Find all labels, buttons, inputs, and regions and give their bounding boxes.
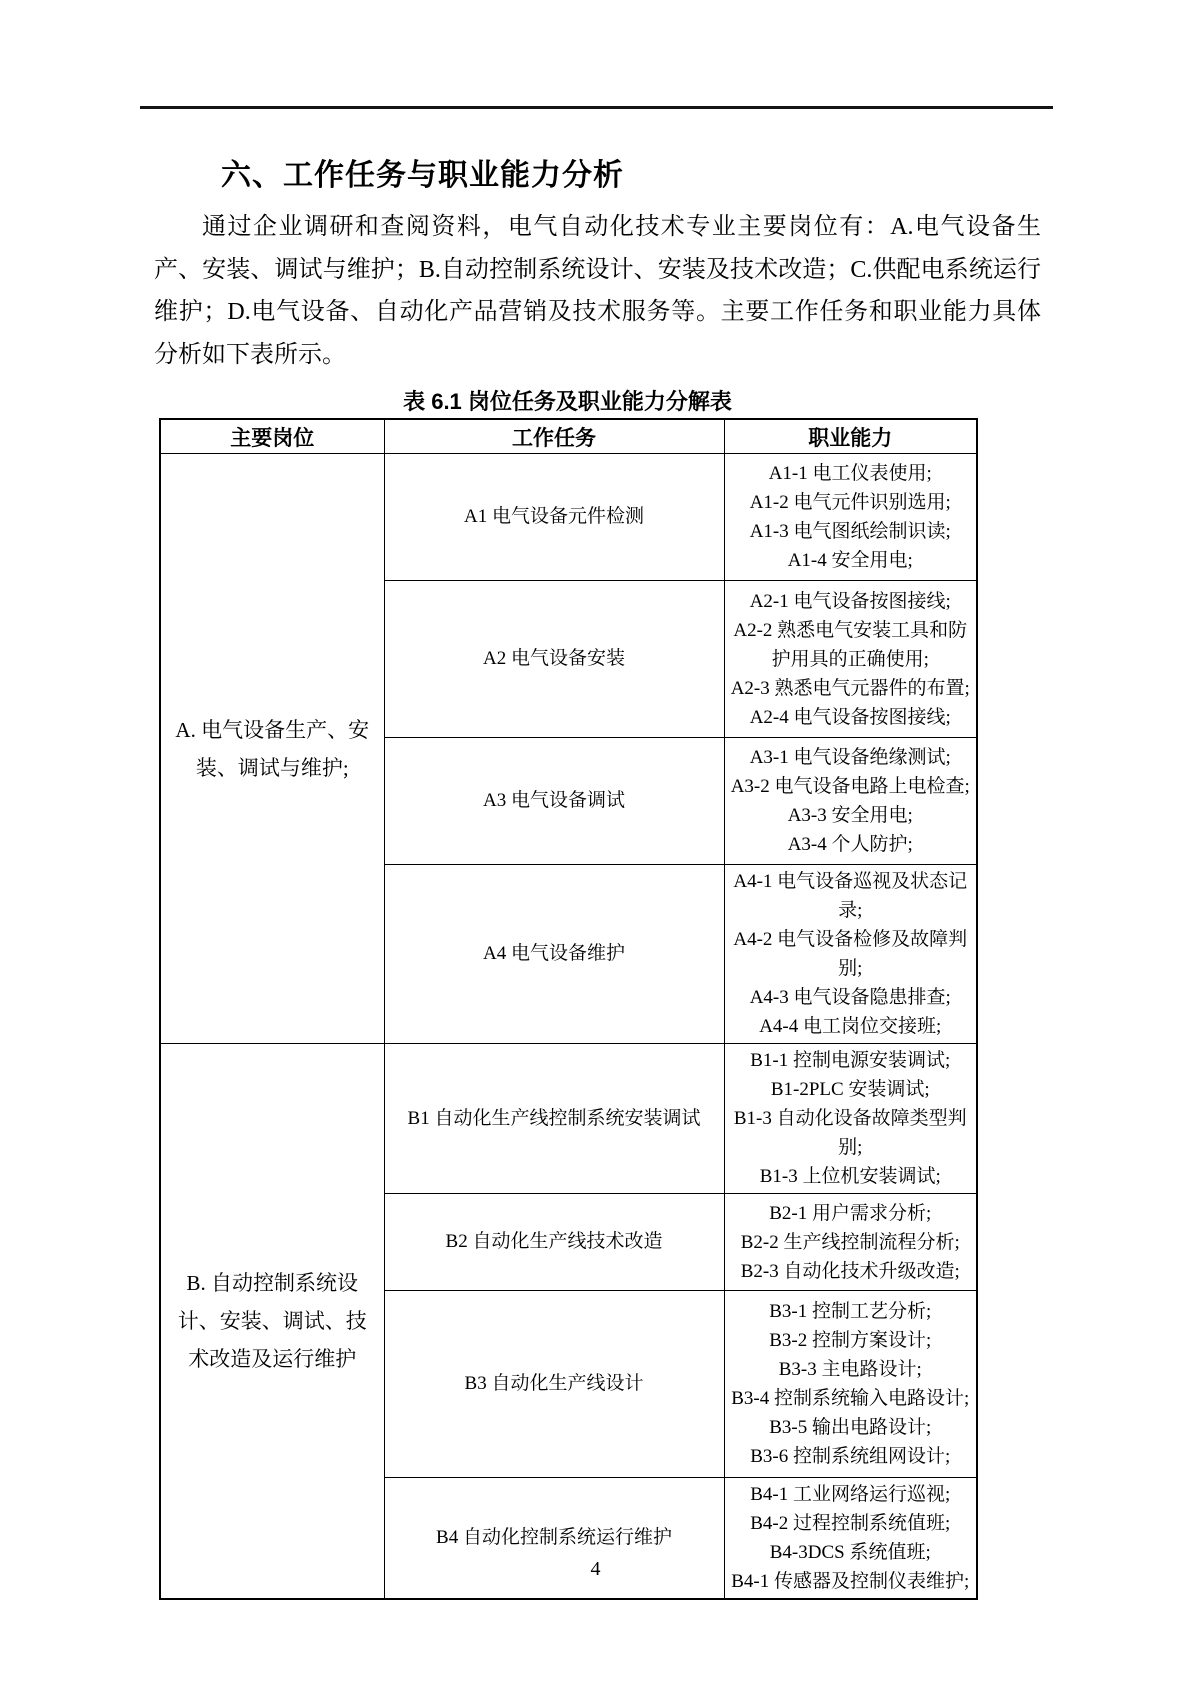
ability-line: B1-3 自动化设备故障类型判别; — [733, 1108, 967, 1158]
column-header-ability: 职业能力 — [724, 419, 977, 454]
ability-line: A2-2 熟悉电气安装工具和防护用具的正确使用; — [733, 619, 968, 670]
task-cell: A2 电气设备安装 — [384, 581, 724, 738]
page-number: 4 — [590, 1558, 601, 1580]
abilities-cell — [724, 581, 977, 738]
ability-line: B1-3 上位机安装调试; — [759, 1166, 941, 1187]
ability-line: B3-2 控制方案设计; — [769, 1330, 932, 1351]
ability-line: A1-4 安全用电; — [787, 550, 913, 571]
position-cell: A. 电气设备生产、安装、调试与维护; — [160, 454, 384, 1044]
ability-line: B3-1 控制工艺分析; — [769, 1301, 932, 1322]
ability-line: A4-4 电工岗位交接班; — [759, 1016, 942, 1037]
abilities-cell — [724, 1291, 977, 1478]
ability-line: A1-1 电工仪表使用; — [768, 463, 932, 484]
ability-line: B3-5 输出电路设计; — [769, 1417, 932, 1438]
ability-line: A2-3 熟悉电气元器件的布置; — [730, 677, 970, 699]
intro-paragraph: 通过企业调研和查阅资料，电气自动化技术专业主要岗位有：A.电气设备生产、安装、调试与维护；B.自动控制系统设计、安装及技术改造；C.供配电系统运行维护；D.电气设备、自动化产品营销及技术服务等。主要工作任务和职业能力具体分析如下表所示。 — [154, 214, 1041, 368]
task-cell: B2 自动化生产线技术改造 — [384, 1194, 724, 1291]
task-cell: A4 电气设备维护 — [384, 865, 724, 1044]
column-header-position: 主要岗位 — [160, 419, 384, 454]
ability-line: B4-1 传感器及控制仪表维护; — [731, 1571, 970, 1592]
ability-line: A1-3 电气图纸绘制识读; — [749, 521, 951, 542]
task-cell: B3 自动化生产线设计 — [384, 1291, 724, 1478]
abilities-cell — [724, 454, 977, 581]
ability-line: B3-3 主电路设计; — [778, 1359, 922, 1380]
ability-line: B3-6 控制系统组网设计; — [750, 1446, 951, 1467]
abilities-cell — [724, 738, 977, 865]
ability-line: A2-1 电气设备按图接线; — [749, 590, 951, 612]
abilities-cell — [724, 1044, 977, 1194]
ability-line: A4-3 电气设备隐患排查; — [749, 987, 951, 1008]
column-header-task: 工作任务 — [384, 419, 724, 454]
ability-line: B2-3 自动化技术升级改造; — [740, 1260, 960, 1282]
ability-line: B1-1 控制电源安装调试; — [750, 1050, 951, 1071]
table-row — [160, 454, 977, 581]
job-ability-table — [159, 418, 978, 1600]
ability-line: A3-1 电气设备绝缘测试; — [749, 747, 951, 768]
ability-line: A3-4 个人防护; — [787, 834, 913, 855]
task-cell: B4 自动化控制系统运行维护 — [384, 1478, 724, 1600]
ability-line: A3-3 安全用电; — [787, 805, 913, 826]
task-cell: B1 自动化生产线控制系统安装调试 — [384, 1044, 724, 1194]
ability-line: A3-2 电气设备电路上电检查; — [730, 776, 970, 797]
ability-line: B2-1 用户需求分析; — [769, 1202, 932, 1224]
ability-line: B3-4 控制系统输入电路设计; — [731, 1388, 970, 1409]
ability-line: A4-2 电气设备检修及故障判别; — [733, 929, 968, 979]
position-cell: B. 自动控制系统设计、安装、调试、技术改造及运行维护 — [160, 1044, 384, 1600]
table-row — [160, 1044, 977, 1194]
task-cell: A3 电气设备调试 — [384, 738, 724, 865]
abilities-cell — [724, 1194, 977, 1291]
section-heading: 六、工作任务与职业能力分析 — [221, 159, 624, 192]
abilities-cell — [724, 865, 977, 1044]
table-header-row — [160, 419, 977, 454]
ability-line: B1-2PLC 安装调试; — [770, 1079, 930, 1100]
ability-line: B2-2 生产线控制流程分析; — [740, 1231, 960, 1253]
ability-line: B4-3DCS 系统值班; — [769, 1542, 931, 1563]
ability-line: A1-2 电气元件识别选用; — [749, 492, 951, 513]
ability-line: B4-1 工业网络运行巡视; — [750, 1484, 951, 1505]
ability-line: A4-1 电气设备巡视及状态记录; — [733, 871, 968, 921]
ability-line: B4-2 过程控制系统值班; — [750, 1513, 951, 1534]
table-caption: 表 6.1 岗位任务及职业能力分解表 — [403, 389, 732, 414]
header-rule — [140, 106, 1053, 109]
task-cell: A1 电气设备元件检测 — [384, 454, 724, 581]
ability-line: A2-4 电气设备按图接线; — [749, 706, 951, 728]
